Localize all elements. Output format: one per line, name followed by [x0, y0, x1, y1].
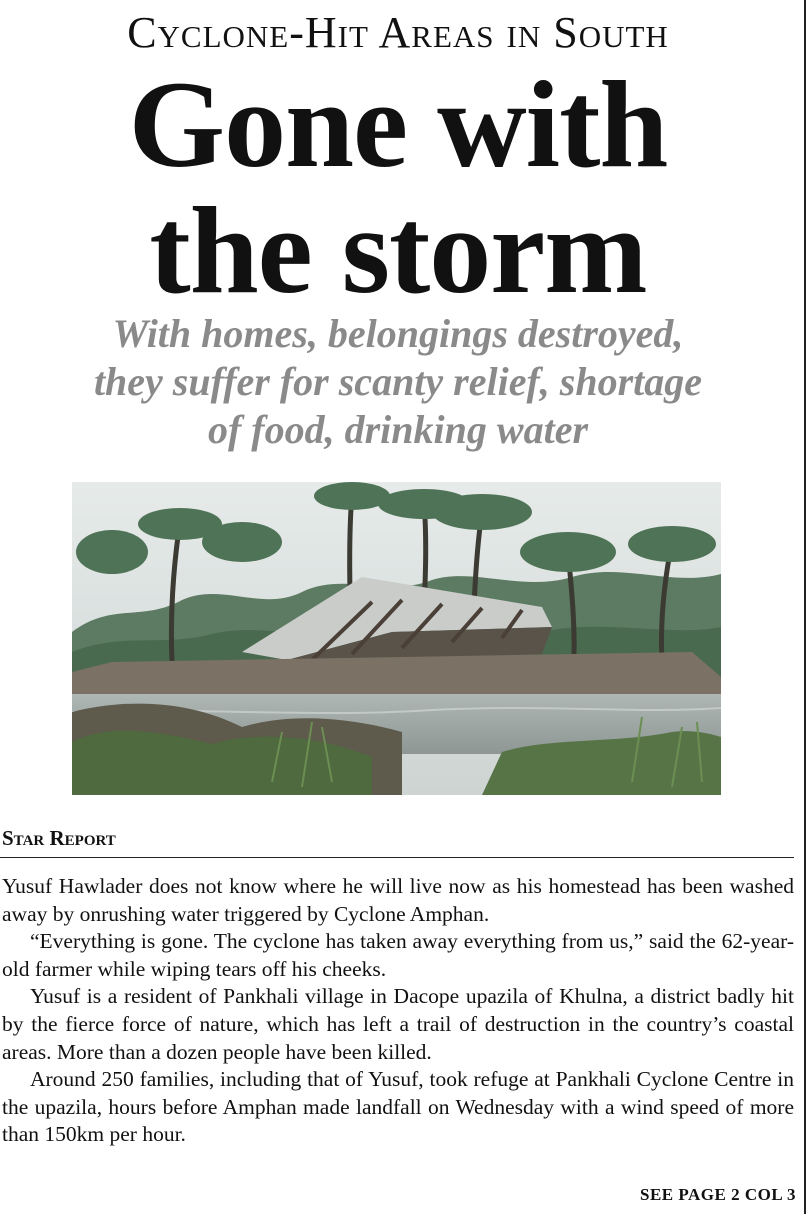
continued-on-link[interactable]: SEE PAGE 2 COL 3 [640, 1185, 796, 1204]
story-body [2, 873, 794, 1149]
headline-line-2: the storm [149, 182, 647, 319]
deck-line-2: they suffer for scanty relief, shortage [93, 359, 703, 404]
deck-line-1: With homes, belongings destroyed, [112, 311, 684, 356]
byline: Star Report [2, 826, 116, 850]
kicker: Cyclone-Hit Areas in South [127, 8, 669, 57]
story-paragraph: Yusuf Hawlader does not know where he will live now as his homestead has been washed away by onrushing water triggered by Cyclone Amphan. [2, 874, 794, 926]
story-paragraph: “Everything is gone. The cyclone has taken away everything from us,” said the 62-year-old farmer while wiping tears off his cheeks. [2, 929, 794, 981]
story-paragraph: Around 250 families, including that of Yusuf, took refuge at Pankhali Cyclone Centre in the upazila, hours before Amphan made landfall on Wednesday with a wind speed of more than 150km per hour. [2, 1067, 794, 1147]
storm-damage-photo [72, 482, 721, 795]
byline-divider [0, 857, 794, 858]
page-edge-rule [804, 0, 806, 1214]
deck-line-3: of food, drinking water [207, 407, 589, 452]
news-photo [72, 482, 721, 795]
headline [0, 56, 796, 319]
deck [40, 310, 756, 454]
story-paragraph: Yusuf is a resident of Pankhali village in Dacope upazila of Khulna, a district badly hit by the fierce force of nature, which has left a trail of destruction in the country’s coastal areas. More than a dozen people have been killed. [2, 984, 794, 1064]
headline-line-1: Gone with [128, 56, 668, 193]
